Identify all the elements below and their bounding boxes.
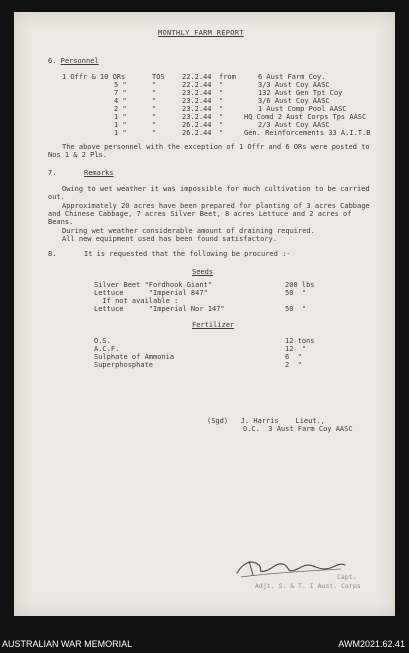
- signature-stamp: [229, 551, 359, 601]
- section-heading: Personnel: [60, 57, 99, 65]
- personnel-unit: 1 Aust Comp Pool AASC: [258, 105, 347, 113]
- personnel-tos: ": [152, 97, 157, 105]
- personnel-from: ": [219, 121, 224, 129]
- personnel-from: ": [219, 81, 224, 89]
- remarks-paragraph: Owing to wet weather it was impossible for much cultivation to be carried out.: [48, 185, 370, 201]
- personnel-heading: [48, 57, 99, 65]
- personnel-row: [14, 121, 395, 129]
- personnel-from: from: [219, 73, 236, 81]
- personnel-row: [14, 73, 395, 81]
- personnel-count: 5 ": [114, 81, 127, 89]
- personnel-count: 4 ": [114, 97, 127, 105]
- remarks-paragraph: All new equipment used has been found satisfactory.: [62, 235, 277, 243]
- personnel-date: 23.2.44: [182, 89, 212, 97]
- personnel-date: 26.2.44: [182, 129, 212, 137]
- seed-item: If not available :: [94, 297, 179, 305]
- footer-institution: AUSTRALIAN WAR MEMORIAL: [2, 639, 133, 649]
- fertilizer-item: A.C.F.: [94, 345, 120, 353]
- personnel-row: [14, 129, 395, 137]
- personnel-row: [14, 89, 395, 97]
- personnel-unit: 6 Aust Farm Coy.: [258, 73, 326, 81]
- personnel-tos: ": [152, 129, 157, 137]
- seed-qty: 50 ": [285, 289, 307, 297]
- request-text: It is requested that the following be procured :-: [84, 250, 291, 258]
- remarks-heading: Remarks: [84, 169, 114, 177]
- personnel-row: [14, 97, 395, 105]
- personnel-unit: HQ Comd 2 Aust Corps Tps AASC: [244, 113, 367, 121]
- seed-qty: 50 ": [285, 305, 307, 313]
- personnel-count: 2 ": [114, 105, 127, 113]
- personnel-date: 23.2.44: [182, 105, 212, 113]
- personnel-tos: ": [152, 105, 157, 113]
- personnel-count: 1 ": [114, 113, 127, 121]
- section-number: 8.: [48, 250, 57, 258]
- personnel-unit: 2/3 Aust Coy AASC: [258, 121, 330, 129]
- stamp-unit: Adjt. S. & T. I Aust. Corps: [255, 582, 361, 590]
- fertilizer-qty: 12 tons: [285, 337, 315, 345]
- fertilizer-heading: Fertilizer: [192, 321, 235, 329]
- personnel-count: 1 Offr & 10 ORs: [62, 73, 126, 81]
- personnel-tos: ": [152, 113, 157, 121]
- personnel-from: ": [219, 105, 224, 113]
- personnel-row: [14, 113, 395, 121]
- seed-item: Lettuce "Imperial 847": [94, 289, 208, 297]
- personnel-tos: ": [152, 81, 157, 89]
- document-title: MONTHLY FARM REPORT: [158, 29, 244, 37]
- seed-item: Silver Beet "Fordhook Giant": [94, 281, 213, 289]
- personnel-unit: 3/6 Aust Coy AASC: [258, 97, 330, 105]
- fertilizer-item: O.S.: [94, 337, 111, 345]
- section-number: 6.: [48, 57, 57, 65]
- personnel-unit: Gen. Reinforcements 33 A.I.T.B: [244, 129, 371, 137]
- personnel-count: 7 ": [114, 89, 127, 97]
- remarks-paragraph: Approximately 20 acres have been prepared for planting of 3 acres Cabbage and Chinese Cabbage, 7 acres Silver Beet, 8 acres Lettuce and 2 acres of Beans.: [48, 202, 370, 226]
- personnel-row: [14, 81, 395, 89]
- personnel-unit: 3/3 Aust Coy AASC: [258, 81, 330, 89]
- seed-item: Lettuce "Imperial Nor 147": [94, 305, 225, 313]
- fertilizer-item: Sulphate of Ammonia: [94, 353, 175, 361]
- fertilizer-item: Superphosphate: [94, 361, 154, 369]
- personnel-from: ": [219, 89, 224, 97]
- personnel-from: ": [219, 97, 224, 105]
- personnel-note: The above personnel with the exception of 1 Offr and 6 ORs were posted to Nos 1 & 2 Pls.: [48, 143, 370, 159]
- section-number: 7.: [48, 169, 57, 177]
- personnel-date: 26.2.44: [182, 121, 212, 129]
- stamp-rank: Capt.: [337, 573, 357, 581]
- seed-qty: 200 lbs: [285, 281, 315, 289]
- personnel-tos: ": [152, 89, 157, 97]
- personnel-unit: 132 Aust Gen Tpt Coy: [258, 89, 343, 97]
- fertilizer-qty: 6 ": [285, 353, 302, 361]
- personnel-from: ": [219, 113, 224, 121]
- footer-accession-number: AWM2021.62.41: [338, 639, 405, 649]
- fertilizer-qty: 12 ": [285, 345, 307, 353]
- personnel-from: ": [219, 129, 224, 137]
- personnel-date: 23.2.44: [182, 97, 212, 105]
- personnel-date: 22.2.44: [182, 73, 212, 81]
- handwritten-signature: [229, 551, 349, 581]
- personnel-count: 1 ": [114, 129, 127, 137]
- personnel-count: 1 ": [114, 121, 127, 129]
- personnel-date: 22.2.44: [182, 81, 212, 89]
- signature-unit: O.C. 3 Aust Farm Coy AASC: [243, 425, 353, 433]
- seeds-heading: Seeds: [192, 268, 214, 276]
- document-page: [14, 12, 395, 616]
- footer-bar: [0, 636, 409, 653]
- personnel-date: 23.2.44: [182, 113, 212, 121]
- personnel-tos: TOS: [152, 73, 165, 81]
- fertilizer-qty: 2 ": [285, 361, 302, 369]
- personnel-tos: ": [152, 121, 157, 129]
- remarks-paragraph: During wet weather considerable amount of draining required.: [62, 227, 315, 235]
- personnel-row: [14, 105, 395, 113]
- signature-line: (Sgd) J. Harris Lieut.,: [207, 417, 326, 425]
